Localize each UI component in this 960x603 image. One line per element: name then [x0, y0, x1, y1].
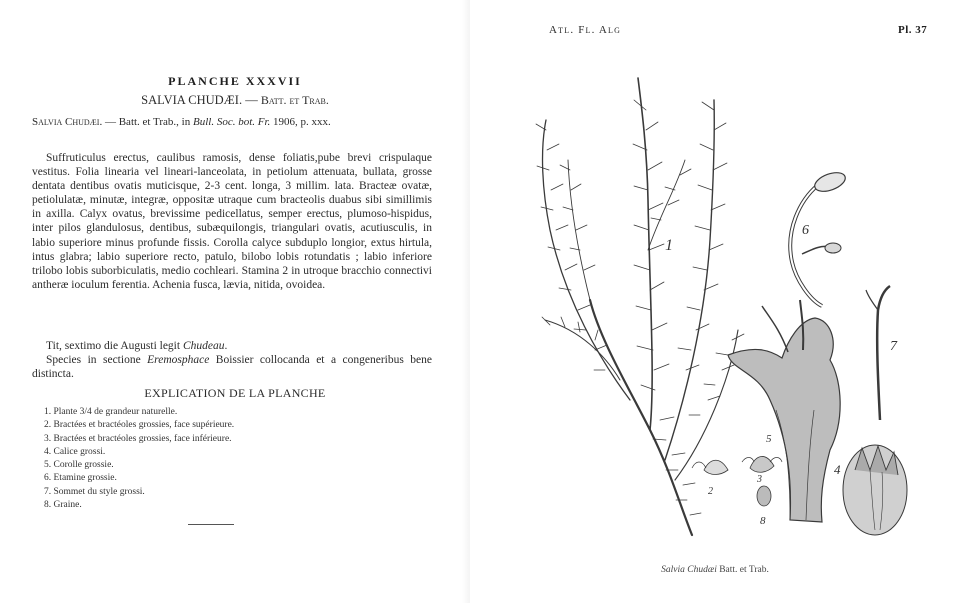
central-branch — [638, 78, 652, 430]
right-branch — [665, 100, 714, 460]
latin-description — [32, 151, 432, 292]
figure-5-corolla — [728, 300, 840, 522]
figure-label: 4 — [834, 462, 841, 477]
botanical-plate — [470, 0, 960, 603]
legend-list — [44, 406, 234, 512]
legend-item: 7. Sommet du style grossi. — [44, 486, 145, 497]
figure-label: 2 — [708, 486, 713, 497]
legend-item: 4. Calice grossi. — [44, 446, 106, 457]
explication-title: EXPLICATION DE LA PLANCHE — [144, 386, 326, 400]
remark-text-2: Boissier collocanda et a congeneribus bene distincta. — [32, 354, 432, 380]
figure-label: 7 — [890, 339, 897, 354]
legend-item: 1. Plante 3/4 de grandeur naturelle. — [44, 407, 178, 417]
locality-text: Tit, sextimo die Augusti legit — [46, 340, 183, 352]
figure-7-style — [866, 286, 890, 420]
collector-name: Chudeau — [182, 340, 225, 352]
locality-paragraph — [32, 339, 432, 353]
figure-label: 5 — [766, 433, 772, 445]
species-authors: Batt. et Trab. — [260, 93, 329, 107]
leaf-strokes — [536, 100, 744, 515]
figure-6-stamen — [790, 169, 848, 306]
section-name: Eremosphace — [147, 354, 210, 366]
plate-number: Pl. 37 — [898, 24, 928, 36]
header-dash: — — [242, 93, 261, 107]
lower-right-branch — [675, 330, 738, 480]
caption-species: Salvia Chudæi — [661, 565, 717, 575]
running-head: Atl. Fl. Alg — [549, 24, 622, 36]
legend-item: 6. Etamine grossie. — [44, 473, 117, 484]
plate-caption — [470, 565, 960, 575]
planche-title: PLANCHE XXXVII — [168, 74, 302, 88]
citation-journal: Bull. Soc. bot. Fr. — [192, 116, 271, 128]
figure-8-seed — [757, 486, 771, 506]
remark-paragraph — [32, 353, 432, 381]
figure-4-calyx — [843, 445, 907, 535]
citation-year-page: 1906, p. xxx. — [270, 116, 331, 128]
citation-authors: — Batt. et Trab., in — [102, 116, 193, 128]
legend-item: 5. Corolle grossie. — [44, 460, 114, 471]
caption-authors: Batt. et Trab. — [716, 565, 769, 575]
citation — [32, 115, 424, 129]
remark-text-1: Species in sectione — [46, 354, 148, 366]
species-header — [0, 93, 470, 108]
left-branch — [543, 120, 630, 400]
figure-2-3-bracts — [692, 456, 782, 474]
figure-label: 8 — [760, 515, 766, 527]
legend-item: 3. Bractées et bractéoles grossies, face inférieure. — [44, 433, 232, 444]
left-page — [0, 0, 470, 603]
description-text: Suffruticulus erectus, caulibus ramosis, dense foliatis,pube brevi crispulaque vestitus. Folia linearia vel lineari-lanceolata, in petiolum attenuata, bullata, grosse dentata dentibus ovatis muticisque, 2-3 cent. longa, 3 millim. lata. Bracteæ ovatæ, petiolulatæ, minutæ, integræ, oppositæ utraque cum bracteolis duabus sibi simillimis in axilla. Calyx ovatus, brevissime pedicellatus, semper erectus, plumoso-hispidus, inter pilos glandulosus, dentibus, subæquilongis, triangulari ovatis, acutiusculis, in labio superiore minus profunde fissis. Corolla calyce subduplo longior, extus hirtula, intus glabra; labio superiore recto, patulo, bilobo lobis rotundatis ; labio inferiore trilobo lobis suborbiculatis, medio cochleari. Stamina 2 in utroque bracchio connectivi antheræ ioculum ferentia. Achenia fusca, lævia, nitida, ovoidea. — [32, 152, 432, 291]
figure-label: 1 — [665, 237, 673, 254]
locality-end: . — [224, 340, 228, 352]
legend-item: 8. Graine. — [44, 500, 82, 511]
legend-item: 2. Bractées et bractéoles grossies, face supérieure. — [44, 420, 235, 431]
far-left-branch — [568, 160, 590, 300]
citation-name: Salvia Chudæi. — [32, 116, 103, 128]
figure-label: 3 — [757, 474, 762, 485]
end-rule — [188, 524, 234, 525]
species-name: SALVIA CHUDÆI. — [141, 93, 243, 107]
figure-label: 6 — [802, 223, 809, 238]
